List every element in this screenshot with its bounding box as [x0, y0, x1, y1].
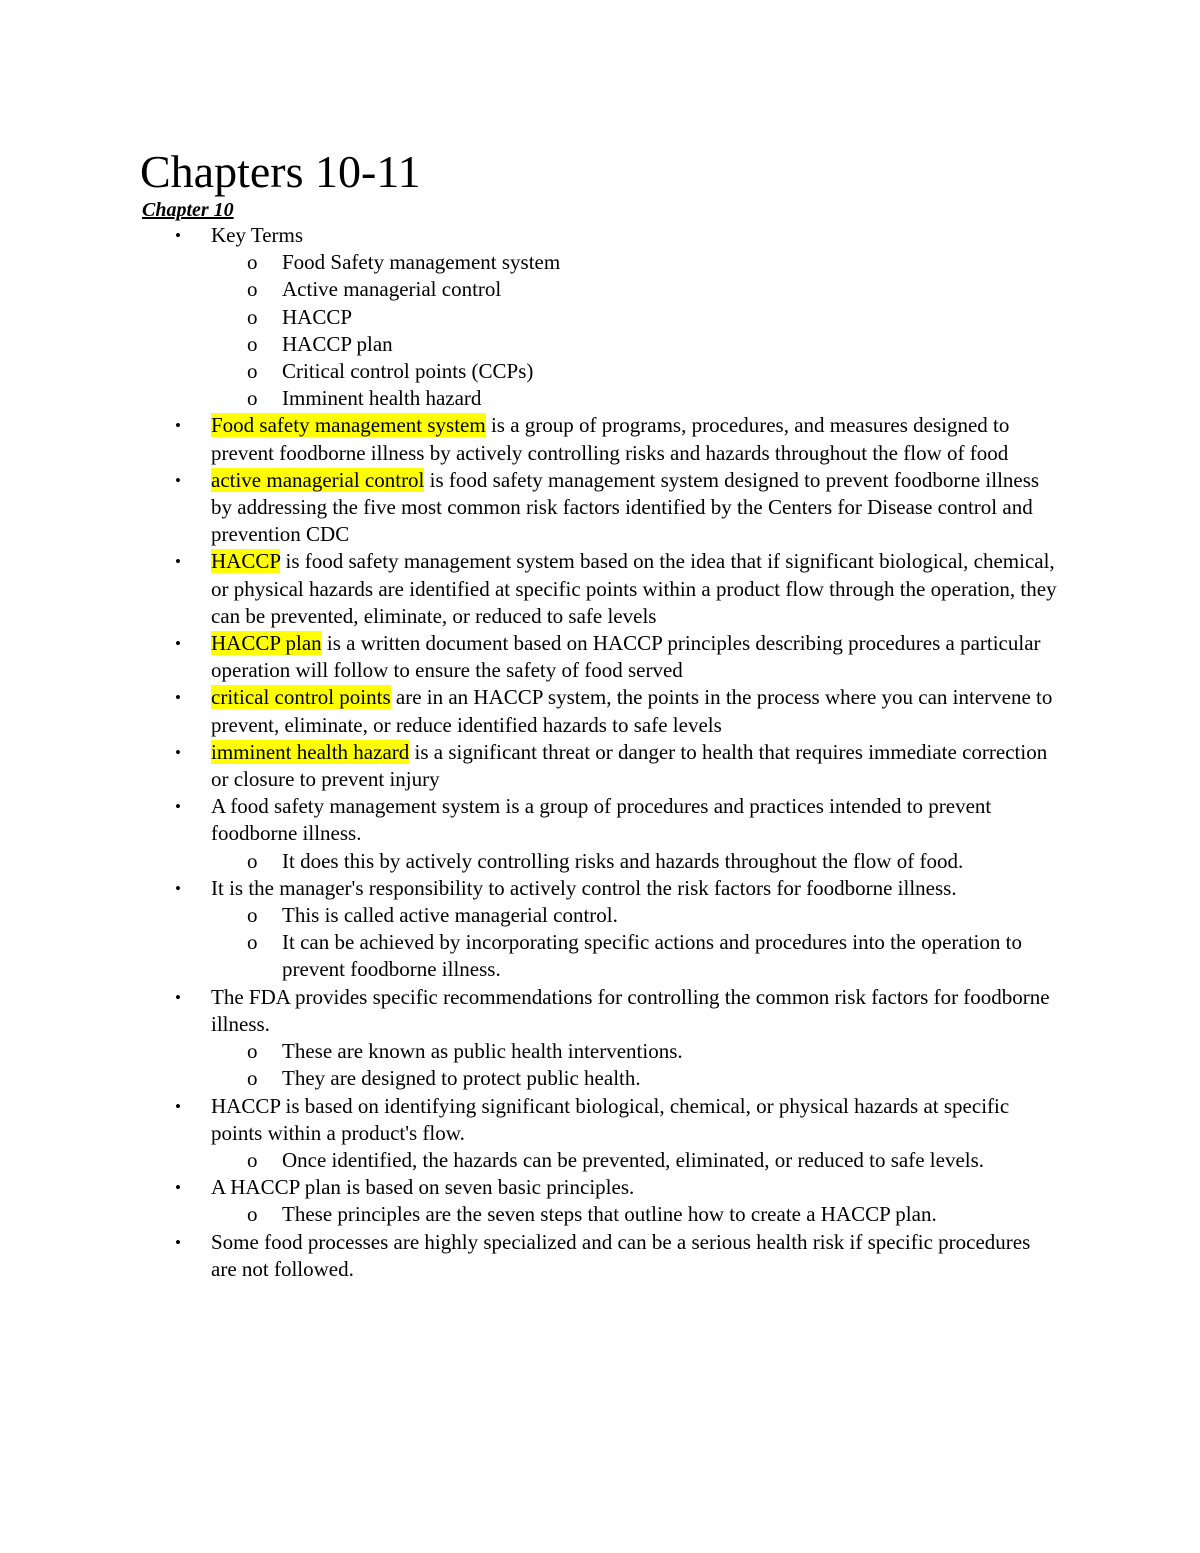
note-text: Some food processes are highly specialized and can be a serious health risk if specific procedures are not followed. — [211, 1229, 1031, 1281]
note-subitem-text: They are designed to protect public health. — [282, 1066, 641, 1091]
note-subitem — [0, 1201, 1200, 1228]
note-subitem-text: It does this by actively controlling risks and hazards throughout the flow of food. — [282, 848, 964, 873]
note-subitem-text: These principles are the seven steps that outline how to create a HACCP plan. — [282, 1202, 937, 1227]
key-term-text: Critical control points (CCPs) — [282, 359, 534, 384]
definition-item — [0, 739, 1200, 793]
key-term-item — [0, 304, 1200, 331]
key-term-item — [0, 385, 1200, 412]
bullet-icon: • — [175, 416, 181, 436]
key-term-item — [0, 358, 1200, 385]
note-item — [0, 1093, 1200, 1147]
bullet-icon: • — [175, 1096, 181, 1116]
definition-item — [0, 412, 1200, 466]
sub-bullet-icon: o — [247, 250, 258, 275]
definition-item — [0, 467, 1200, 549]
definition-item — [0, 630, 1200, 684]
bullet-icon: • — [175, 688, 181, 708]
note-subitem — [0, 1065, 1200, 1092]
note-subitem — [0, 1038, 1200, 1065]
sub-bullet-icon: o — [247, 1039, 258, 1064]
key-term-text: Imminent health hazard — [282, 386, 482, 411]
sub-bullet-icon: o — [247, 930, 258, 955]
key-term-item — [0, 276, 1200, 303]
sub-bullet-icon: o — [247, 1066, 258, 1091]
sub-bullet-icon: o — [247, 848, 258, 873]
highlighted-term: imminent health hazard — [211, 739, 410, 764]
key-term-item — [0, 331, 1200, 358]
bullet-icon: • — [175, 470, 181, 490]
note-text: The FDA provides specific recommendations for controlling the common risk factors for foodborne illness. — [211, 984, 1050, 1036]
bullet-icon: • — [175, 742, 181, 762]
chapter-heading: Chapter 10 — [142, 199, 234, 221]
definition-text: is a written document based on HACCP principles describing procedures a particular operation will follow to ensure the safety of food served — [211, 631, 1041, 683]
sub-bullet-icon: o — [247, 386, 258, 411]
highlighted-term: HACCP plan — [211, 631, 322, 656]
note-text: A food safety management system is a group of procedures and practices intended to prevent foodborne illness. — [211, 794, 992, 846]
bullet-icon: • — [175, 987, 181, 1007]
definition-item — [0, 684, 1200, 738]
key-terms-label: Key Terms — [211, 223, 304, 247]
definition-text: is food safety management system based on the idea that if significant biological, chemical, or physical hazards are identified at specific points within a product flow through the operation, they can be prevented, eliminate, or reduced to safe levels — [211, 549, 1057, 628]
note-text: A HACCP plan is based on seven basic principles. — [211, 1175, 635, 1200]
bullet-icon: • — [175, 1232, 181, 1252]
bullet-icon: • — [175, 878, 181, 898]
bullet-icon: • — [175, 226, 181, 245]
highlighted-term: active managerial control — [211, 467, 425, 492]
note-text: HACCP is based on identifying significant biological, chemical, or physical hazards at specific points within a product's flow. — [211, 1093, 1010, 1145]
key-term-text: Food Safety management system — [282, 250, 561, 275]
sub-bullet-icon: o — [247, 277, 258, 302]
definition-text: are in an HACCP system, the points in the process where you can intervene to prevent, eliminate, or reduce identified hazards to safe levels — [211, 685, 1053, 737]
note-subitem — [0, 902, 1200, 929]
note-item — [0, 1174, 1200, 1201]
sub-bullet-icon: o — [247, 903, 258, 928]
highlighted-term: critical control points — [211, 685, 391, 710]
highlighted-term: Food safety management system — [211, 413, 486, 438]
page-title: Chapters 10-11 — [140, 146, 421, 197]
note-subitem-text: This is called active managerial control. — [282, 903, 618, 928]
note-subitem-text: Once identified, the hazards can be prevented, eliminated, or reduced to safe levels. — [282, 1147, 985, 1172]
key-term-text: HACCP plan — [282, 331, 393, 356]
highlighted-term: HACCP — [211, 549, 281, 574]
key-terms-item — [0, 222, 1200, 249]
notes-list — [0, 222, 1200, 1283]
note-subitem-text: These are known as public health interventions. — [282, 1039, 683, 1064]
note-subitem — [0, 929, 1200, 983]
note-item — [0, 984, 1200, 1038]
definition-text: is a group of programs, procedures, and measures designed to prevent foodborne illness by actively controlling risks and hazards throughout the flow of food — [211, 413, 1010, 465]
definition-text: is food safety management system designed to prevent foodborne illness by addressing the five most common risk factors identified by the Centers for Disease control and prevention CDC — [211, 467, 1040, 547]
key-term-item — [0, 249, 1200, 276]
bullet-icon: • — [175, 634, 181, 654]
key-term-text: HACCP — [282, 304, 353, 329]
definition-text: is a significant threat or danger to health that requires immediate correction or closure to prevent injury — [211, 739, 1048, 792]
note-item — [0, 875, 1200, 902]
sub-bullet-icon: o — [247, 1147, 258, 1172]
bullet-icon: • — [175, 797, 181, 817]
note-subitem — [0, 848, 1200, 875]
bullet-icon: • — [175, 552, 181, 572]
key-term-text: Active managerial control — [282, 277, 502, 302]
sub-bullet-icon: o — [247, 304, 258, 329]
sub-bullet-icon: o — [247, 331, 258, 356]
bullet-icon: • — [175, 1178, 181, 1198]
definition-item — [0, 548, 1200, 630]
note-subitem — [0, 1147, 1200, 1174]
note-item — [0, 793, 1200, 847]
note-text: It is the manager's responsibility to actively control the risk factors for foodborne illness. — [211, 875, 957, 900]
note-subitem-text: It can be achieved by incorporating specific actions and procedures into the operation to prevent foodborne illness. — [282, 930, 1022, 982]
sub-bullet-icon: o — [247, 1202, 258, 1227]
sub-bullet-icon: o — [247, 359, 258, 384]
note-item — [0, 1229, 1200, 1283]
